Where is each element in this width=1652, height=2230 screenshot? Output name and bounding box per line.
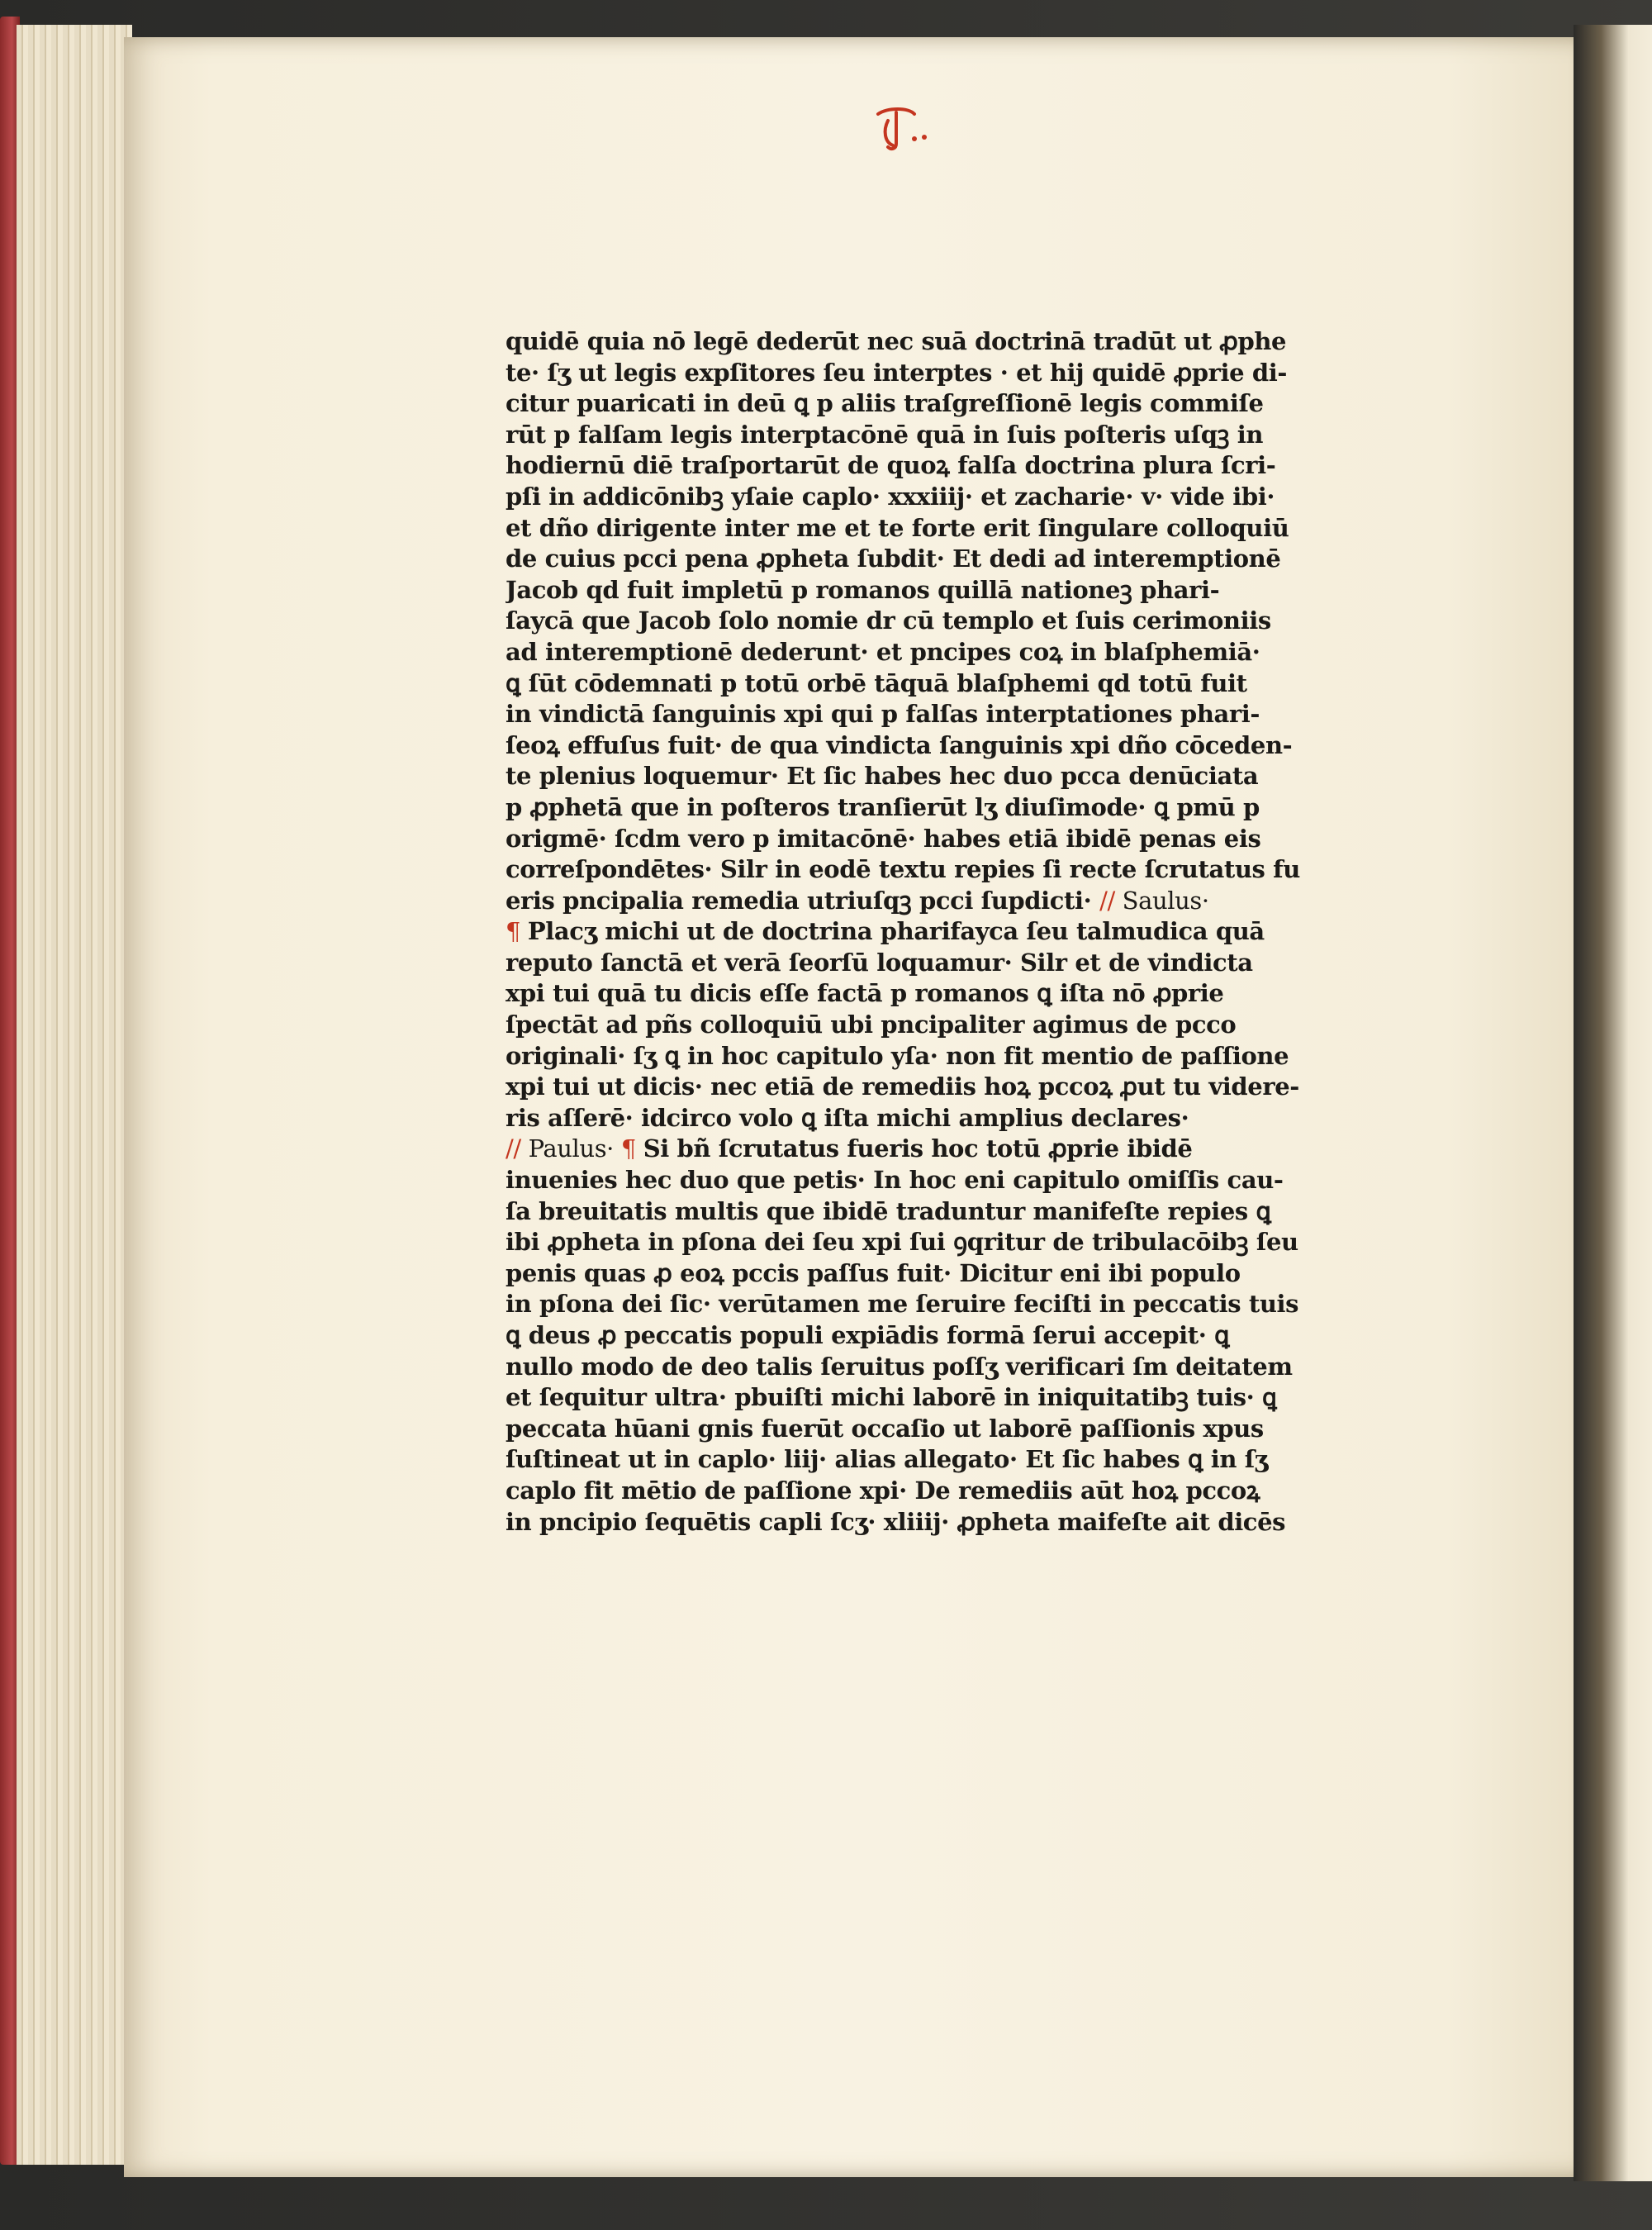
- text-line: [506, 978, 1381, 1010]
- line-text: originali· ſʒ ꝗ in hoc capitulo yſa· non fit mentio de paſſione: [506, 1041, 1289, 1070]
- line-text: nullo modo de deo talis ſeruitus poſſʒ verificari ſm deitatem: [506, 1352, 1293, 1381]
- line-text: ſeoꝝ effuſus fuit· de qua vindicta ſanguinis xpi dño cōceden-: [506, 730, 1293, 759]
- paragraph-mark: //: [506, 1134, 529, 1163]
- text-line: [506, 1227, 1381, 1258]
- line-text: te plenius loquemur· Et ſic habes hec duo pcca denūciata: [506, 762, 1259, 791]
- line-text: ꝗ ſūt cōdemnati p totū orbē tāquā blaſphemi qd totū fuit: [506, 668, 1247, 697]
- line-text: rūt p falſam legis interptacōnē quā in ſuis poſteris uſqꝫ in: [506, 420, 1264, 449]
- text-line: [506, 1507, 1381, 1538]
- line-text: in pſona dei ſic· verūtamen me ſeruire feciſti in peccatis tuis: [506, 1290, 1299, 1319]
- text-line: [506, 388, 1381, 420]
- text-line: [506, 482, 1381, 513]
- text-line: [506, 450, 1381, 482]
- text-line: [506, 1196, 1381, 1228]
- line-text: ad interemptionē dederunt· et pncipes coꝝ in blaſphemiā·: [506, 637, 1260, 666]
- line-text: p ꝓphetā que in poſteros tranſierūt lʒ diuſimode· ꝗ pmū p: [506, 792, 1260, 821]
- folio-signature-mark: [863, 106, 938, 155]
- speaker-name: Saulus·: [1122, 886, 1209, 915]
- line-text: ſpectāt ad pñs colloquiū ubi pncipaliter agimus de pcco: [506, 1010, 1237, 1039]
- text-line: [506, 606, 1381, 637]
- text-line: [506, 513, 1381, 544]
- book-gutter: [1574, 25, 1652, 2181]
- speaker-name: Paulus·: [528, 1134, 621, 1163]
- text-line: [506, 420, 1381, 451]
- line-text: ibi ꝓpheta in pſona dei ſeu xpi ſui ꝯqritur de tribulacōibꝫ ſeu: [506, 1228, 1298, 1257]
- line-text: peccata hūani gnis fuerūt occaſio ut laborē paſſionis xpus: [506, 1414, 1264, 1443]
- line-text: hodiernū diē traſportarūt de quoꝝ falſa doctrina plura ſcri-: [506, 451, 1276, 480]
- line-text: ꝗ deus ꝓ peccatis populi expiādis formā ſerui accepit· ꝗ: [506, 1321, 1230, 1349]
- line-text: in vindictā ſanguinis xpi qui p falſas interptationes phari-: [506, 700, 1260, 729]
- line-text: eris pncipalia remedia utriuſqꝫ pcci ſupdicti·: [506, 886, 1100, 915]
- line-text: xpi tui quā tu dicis eſſe factā p romanos ꝗ iſta nō ꝓprie: [506, 979, 1224, 1008]
- line-text: citur puaricati in deū ꝗ p aliis traſgreſſionē legis commiſe: [506, 389, 1264, 418]
- paragraph-mark: ¶: [506, 917, 528, 946]
- line-text: xpi tui ut dicis· nec etiā de remediis hoꝝ pccoꝝ ꝓut tu videre-: [506, 1072, 1299, 1101]
- line-text: quidē quia nō legē dederūt nec suā doctrinā tradūt ut ꝓphe: [506, 327, 1287, 355]
- text-line: [506, 1072, 1381, 1103]
- line-text: caplo fit mētio de paſſione xpi· De remediis aūt hoꝝ pccoꝝ: [506, 1476, 1260, 1505]
- text-line: [506, 1041, 1381, 1072]
- line-text: penis quas ꝓ eoꝝ pccis paſſus fuit· Dicitur eni ibi populo: [506, 1258, 1241, 1287]
- text-line: [506, 948, 1381, 979]
- text-line: [506, 1352, 1381, 1383]
- text-line: [506, 1134, 1381, 1165]
- text-line: [506, 699, 1381, 730]
- text-line: [506, 1414, 1381, 1445]
- line-text: de cuius pcci pena ꝓpheta ſubdit· Et dedi ad interemptionē: [506, 544, 1281, 573]
- page-edges-stack: [17, 25, 132, 2165]
- speaker-mark: //: [1099, 886, 1123, 915]
- text-line: [506, 358, 1381, 389]
- text-line: [506, 824, 1381, 855]
- line-text: Si bñ ſcrutatus fueris hoc totū ꝓprie ibidē: [643, 1134, 1193, 1163]
- text-line: [506, 326, 1381, 358]
- text-line: [506, 1165, 1381, 1196]
- line-text: in pncipio ſequētis capli ſcʒ· xliiij· ꝓpheta maifeſte ait dicēs: [506, 1507, 1286, 1536]
- text-line: [506, 1382, 1381, 1414]
- text-line: [506, 668, 1381, 700]
- text-line: [506, 575, 1381, 606]
- text-line: [506, 1320, 1381, 1352]
- text-line: [506, 730, 1381, 762]
- text-line: [506, 544, 1381, 575]
- text-line: [506, 1010, 1381, 1041]
- text-line: [506, 1476, 1381, 1507]
- text-line: [506, 854, 1381, 886]
- line-text: Jacob qd fuit impletū p romanos quillā nationeꝫ phari-: [506, 575, 1220, 604]
- text-line: [506, 637, 1381, 668]
- line-text: ris aſſerē· idcirco volo ꝗ iſta michi amplius declares·: [506, 1103, 1189, 1132]
- line-text: ſaycā que Jacob ſolo nomie dr cū templo et ſuis cerimoniis: [506, 606, 1271, 635]
- text-line: [506, 886, 1381, 917]
- line-text: ſuſtineat ut in caplo· liij· alias allegato· Et ſic habes ꝗ in ſʒ: [506, 1445, 1268, 1474]
- text-line: [506, 1289, 1381, 1320]
- text-line: [506, 916, 1381, 948]
- line-text: Placʒ michi ut de doctrina pharifayca ſeu talmudica quā: [527, 917, 1265, 946]
- text-line: [506, 1103, 1381, 1134]
- text-column: [506, 326, 1381, 1538]
- line-text: inuenies hec duo que petis· In hoc eni capitulo omiſſis cau-: [506, 1166, 1284, 1195]
- line-text: et ſequitur ultra· pbuiſti michi laborē in iniquitatibꝫ tuis· ꝗ: [506, 1383, 1277, 1412]
- text-line: [506, 792, 1381, 824]
- text-line: [506, 1444, 1381, 1476]
- text-line: [506, 1258, 1381, 1290]
- line-text: et dño dirigente inter me et te forte erit ſingulare colloquiū: [506, 513, 1289, 542]
- text-line: [506, 761, 1381, 792]
- line-text: reputo ſanctā et verā ſeorſū loquamur· Silr et de vindicta: [506, 948, 1253, 977]
- line-text: te· ſʒ ut legis expſitores ſeu interptes · et hij quidē ꝓprie di-: [506, 358, 1288, 387]
- line-text: ſa breuitatis multis que ibidē traduntur manifeſte repies ꝗ: [506, 1196, 1271, 1225]
- line-text: pſi in addicōnibꝫ yſaie caplo· xxxiiij· et zacharie· v· vide ibi·: [506, 482, 1275, 511]
- line-text: origmē· ſcdm vero p imitacōnē· habes etiā ibidē penas eis: [506, 824, 1261, 853]
- line-text: correſpondētes· Silr in eodē textu repies ſi recte ſcrutatus fu: [506, 855, 1300, 884]
- paragraph-mark: ¶: [620, 1134, 643, 1163]
